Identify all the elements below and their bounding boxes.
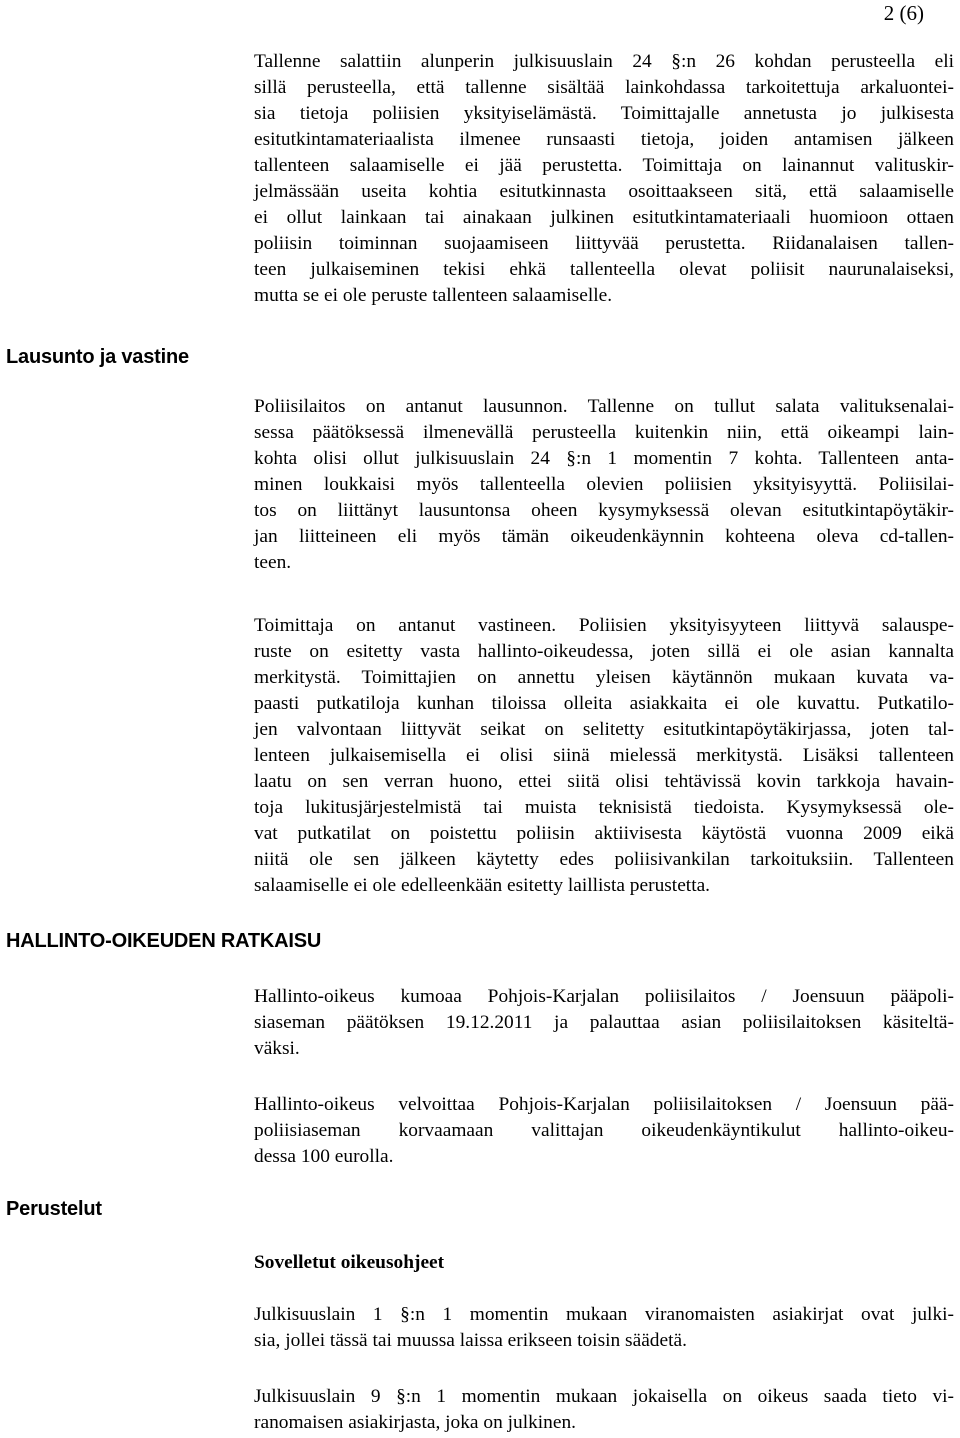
text-line: teen. bbox=[254, 552, 292, 573]
text-line: sia, jollei tässä tai muussa laissa erikseen toisin säädetä. bbox=[254, 1330, 687, 1351]
text-line: jelmässään useita kohtia esitutkinnasta osoittaakseen sitä, että salaamiselle bbox=[254, 181, 954, 202]
text-line: jen valvontaan liittyvät seikat on selitetty esitutkintapöytäkirjassa, joten tal- bbox=[254, 719, 954, 740]
reporter-reply-paragraph bbox=[254, 613, 954, 899]
text-line: siaseman päätöksen 19.12.2011 ja palauttaa asian poliisilaitoksen käsiteltä- bbox=[254, 1012, 954, 1033]
text-line: Poliisilaitos on antanut lausunnon. Tallenne on tullut salata valituksenalai- bbox=[254, 396, 954, 417]
text-line: paasti putkatiloja kunhan tiloissa olleita asiakkaita ei ole kuvattu. Putkatilo- bbox=[254, 693, 954, 714]
police-statement-paragraph bbox=[254, 394, 954, 576]
text-line: mutta se ei ole peruste tallenteen salaamiselle. bbox=[254, 285, 613, 306]
applied-law-heading: Sovelletut oikeusohjeet bbox=[254, 1252, 445, 1273]
text-line: sia tietoja poliisien yksityiselämästä. Toimittajalle annetusta jo julkisesta bbox=[254, 103, 954, 124]
text-line: salaamiselle ei ole edelleenkään esitetty laillista perustetta. bbox=[254, 875, 711, 896]
text-line: väksi. bbox=[254, 1038, 300, 1059]
text-line: Toimittaja on antanut vastineen. Poliisien yksityisyyteen liittyvä salauspe- bbox=[254, 615, 954, 636]
text-line: ranomaisen asiakirjasta, joka on julkinen. bbox=[254, 1412, 577, 1433]
text-line: teen julkaiseminen tekisi ehkä tallenteella olevat poliisit naurunalaiseksi, bbox=[254, 259, 954, 280]
text-line: jan liitteineen eli myös tämän oikeudenkäynnin kohteena oleva cd-tallen- bbox=[254, 526, 954, 547]
ruling-paragraph-1 bbox=[254, 984, 954, 1062]
text-line: poliisin toiminnan suojaamiseen liittyvää perustetta. Riidanalaisen tallen- bbox=[254, 233, 954, 254]
text-line: tallenteen salaamiselle ei jää perustetta. Toimittaja on lainannut valituskir- bbox=[254, 155, 954, 176]
text-line: toja lukitusjärjestelmistä tai muista teknisistä tiedoista. Kysymyksessä ole- bbox=[254, 797, 954, 818]
text-line: Tallenne salattiin alunperin julkisuuslain 24 §:n 26 kohdan perusteella eli bbox=[254, 51, 954, 72]
ruling-paragraph-2 bbox=[254, 1092, 954, 1170]
grounds-section-heading: Perustelut bbox=[6, 1198, 102, 1220]
text-line: lenteen julkaisemisella ei olisi siinä mielessä merkitystä. Lisäksi tallenteen bbox=[254, 745, 954, 766]
text-line: ruste on esitetty vasta hallinto-oikeudessa, joten sillä ei ole asian kannalta bbox=[254, 641, 954, 662]
text-line: sessa päätöksessä ilmenevällä perusteella kuitenkin niin, että oikeampi lain- bbox=[254, 422, 954, 443]
law-paragraph-1 bbox=[254, 1302, 954, 1354]
text-line: poliisiaseman korvaamaan valittajan oikeudenkäyntikulut hallinto-oikeu- bbox=[254, 1120, 954, 1141]
text-line: tos on liittänyt lausuntonsa oheen kysymyksessä olevan esitutkintapöytäkir- bbox=[254, 500, 954, 521]
text-line: laatu on sen verran huono, ettei siitä olisi tehtävissä kovin tarkkoja havain- bbox=[254, 771, 954, 792]
text-line: dessa 100 eurolla. bbox=[254, 1146, 394, 1167]
text-line: vat putkatilat on poistettu poliisin aktiivisesta käytöstä vuonna 2009 eikä bbox=[254, 823, 954, 844]
text-line: Hallinto-oikeus velvoittaa Pohjois-Karjalan poliisilaitoksen / Joensuun pää- bbox=[254, 1094, 954, 1115]
text-line: niitä ole sen jälkeen käytetty edes poliisivankilan tarkoituksiin. Tallenteen bbox=[254, 849, 954, 870]
text-line: esitutkintamateriaalista ilmenee runsaasti tietoja, joiden antamisen jälkeen bbox=[254, 129, 954, 150]
text-line: Hallinto-oikeus kumoaa Pohjois-Karjalan poliisilaitos / Joensuun pääpoli- bbox=[254, 986, 954, 1007]
text-line: merkitystä. Toimittajien on annettu yleisen käytännön mukaan kuvata va- bbox=[254, 667, 954, 688]
text-line: sillä perusteella, että tallenne sisältää lainkohdassa tarkoitettuja arkaluontei- bbox=[254, 77, 954, 98]
text-line: ei ollut lainkaan tai ainakaan julkinen esitutkintamateriaali huomioon ottaen bbox=[254, 207, 954, 228]
ruling-section-heading: HALLINTO-OIKEUDEN RATKAISU bbox=[6, 930, 322, 952]
text-line: minen loukkaisi myös tallenteella olevien poliisien yksityisyyttä. Poliisilai- bbox=[254, 474, 954, 495]
page-number: 2 (6) bbox=[883, 1, 924, 25]
law-paragraph-2 bbox=[254, 1384, 954, 1436]
statement-section-heading: Lausunto ja vastine bbox=[6, 346, 189, 368]
text-line: kohta olisi ollut julkisuuslain 24 §:n 1 momentin 7 kohta. Tallenteen anta- bbox=[254, 448, 954, 469]
text-line: Julkisuuslain 1 §:n 1 momentin mukaan viranomaisten asiakirjat ovat julki- bbox=[254, 1304, 954, 1325]
text-line: Julkisuuslain 9 §:n 1 momentin mukaan jokaisella on oikeus saada tieto vi- bbox=[254, 1386, 954, 1407]
intro-paragraph bbox=[254, 49, 954, 309]
